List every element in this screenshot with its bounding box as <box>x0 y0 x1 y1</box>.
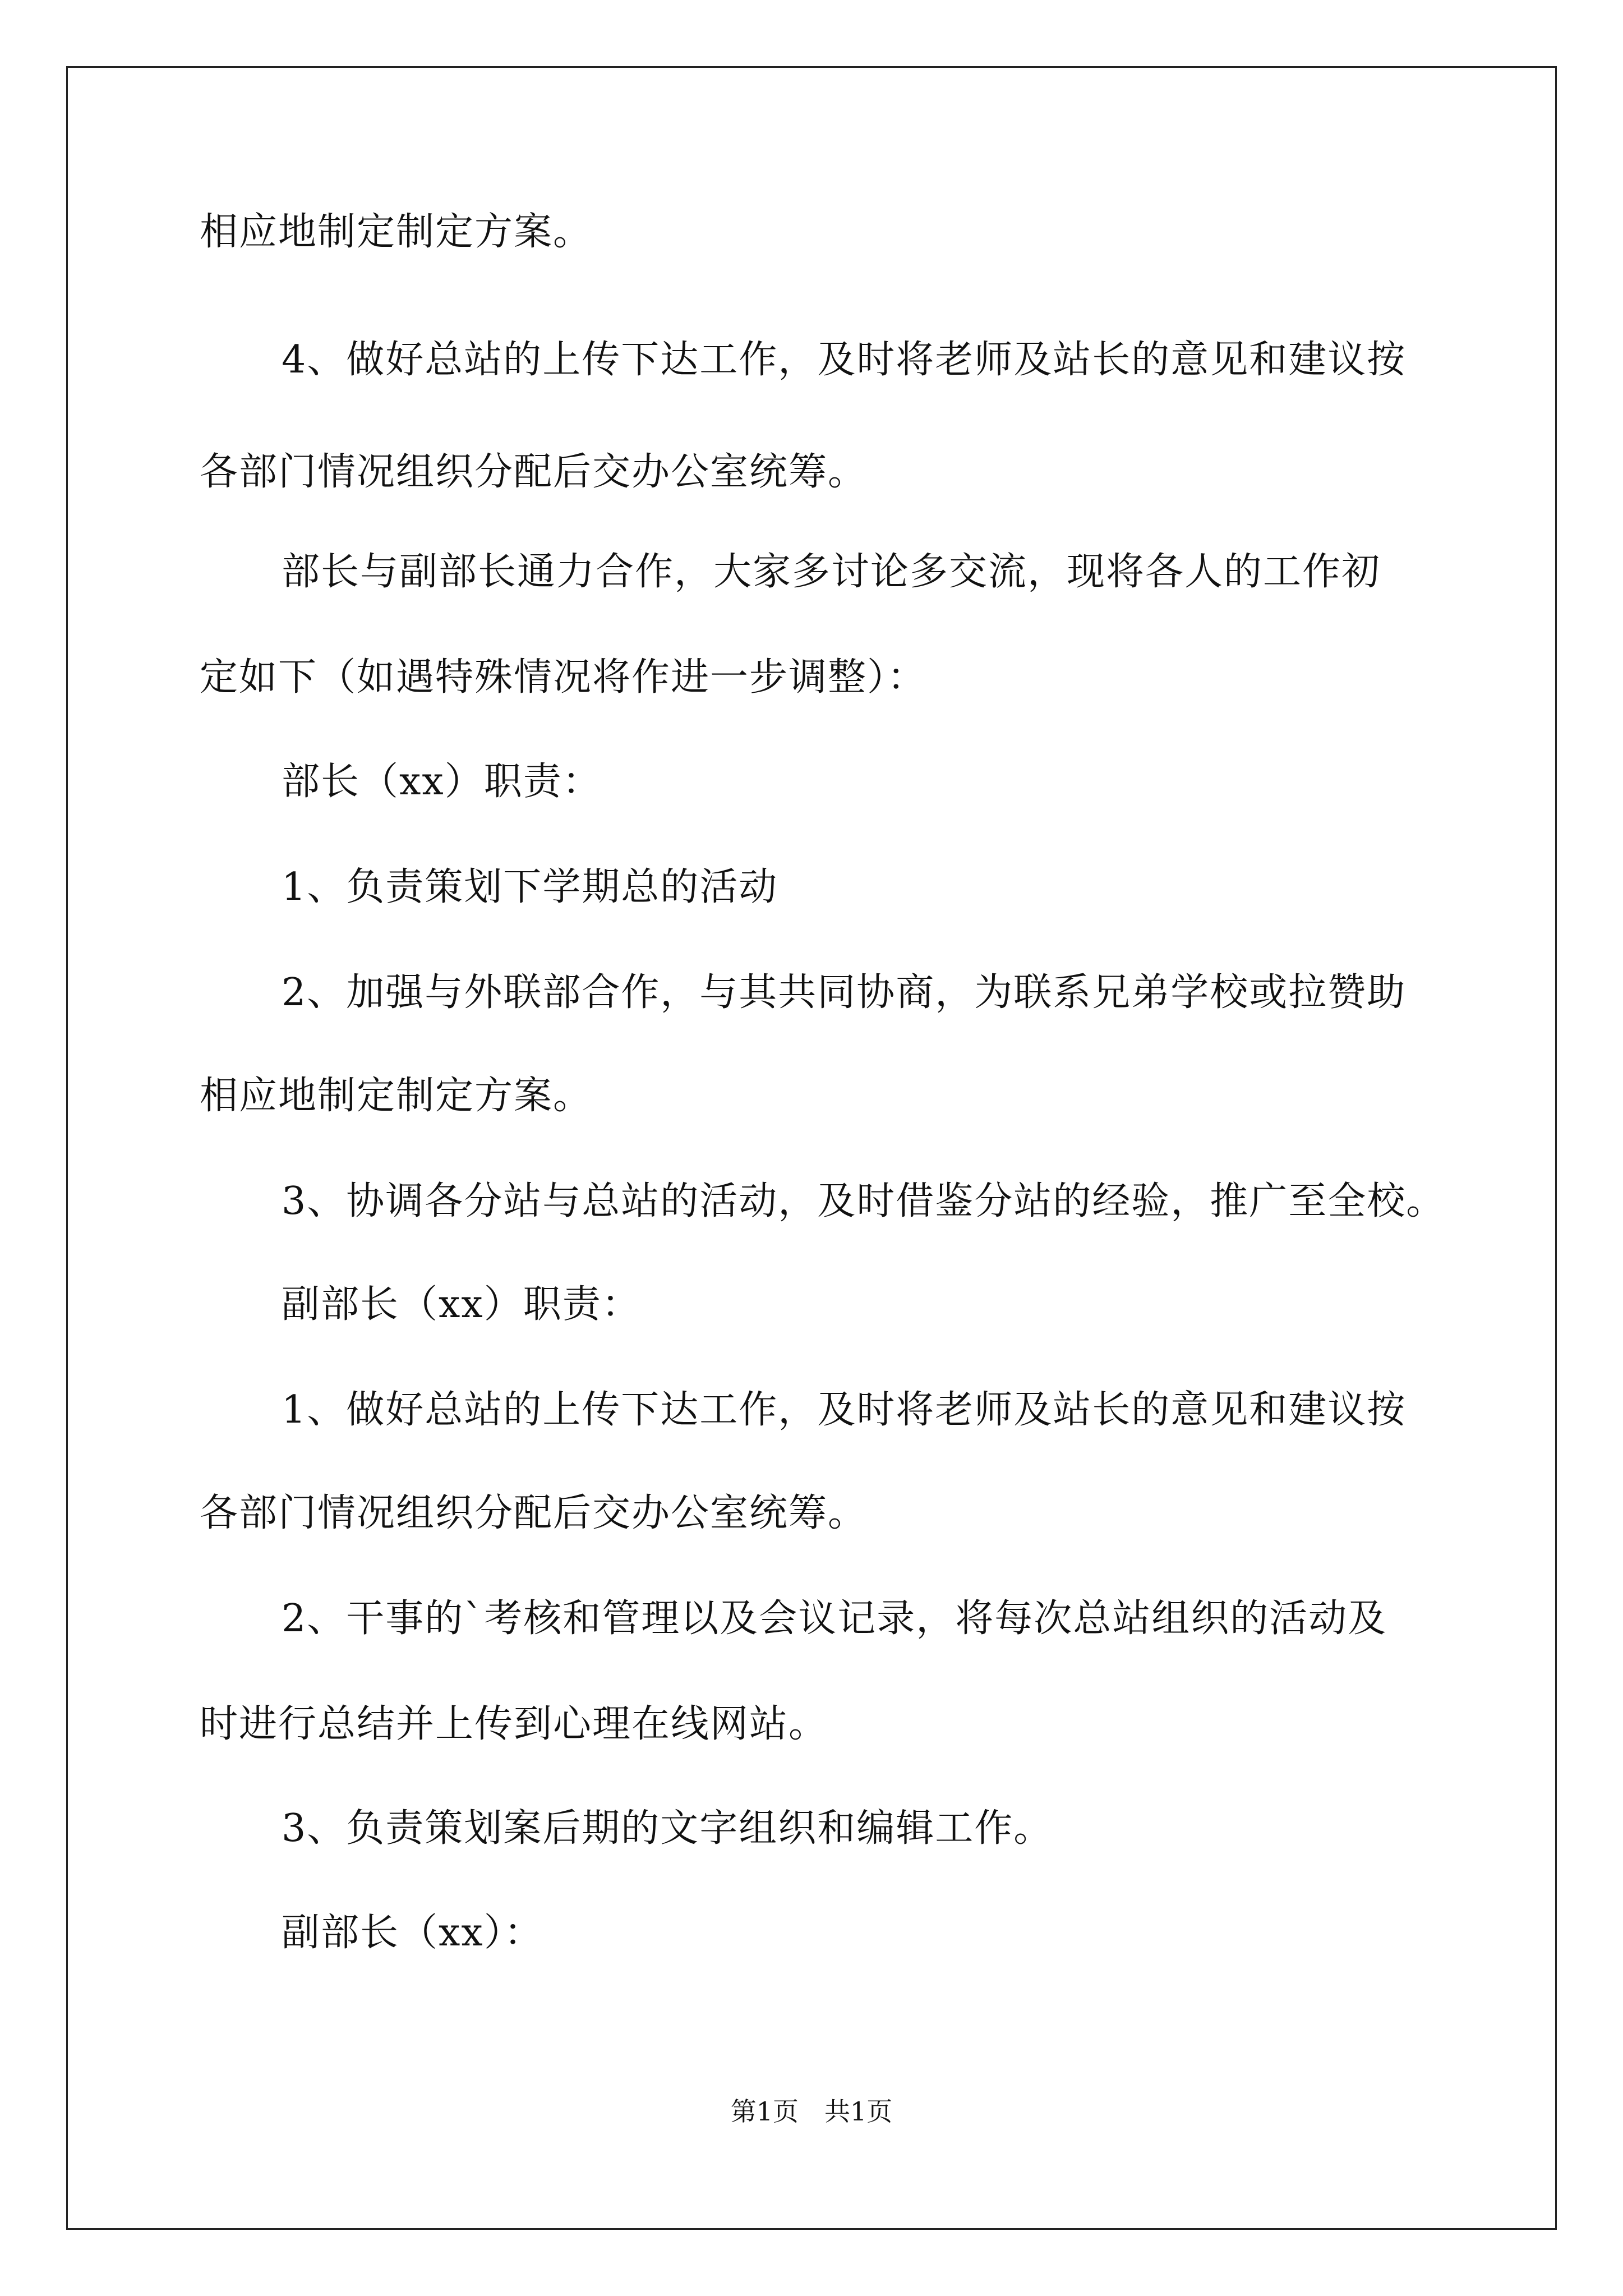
text-line: 4、做好总站的上传下达工作，及时将老师及站长的意见和建议按 <box>282 338 1407 382</box>
text-line: 时进行总结并上传到心理在线网站。 <box>200 1702 828 1746</box>
text-line: 各部门情况组织分配后交办公室统筹。 <box>200 1491 868 1535</box>
text-line: 3、协调各分站与总站的活动，及时借鉴分站的经验，推广至全校。 <box>282 1179 1446 1223</box>
text-line: 2、干事的`考核和管理以及会议记录，将每次总站组织的活动及 <box>282 1596 1387 1641</box>
text-line: 副部长（xx）职责： <box>282 1282 641 1327</box>
text-line: 2、加强与外联部合作，与其共同协商，为联系兄弟学校或拉赞助 <box>282 970 1407 1015</box>
text-line: 定如下（如遇特殊情况将作进一步调整）： <box>200 655 927 700</box>
page-footer: 第1页 共1页 <box>730 2096 893 2127</box>
text-line: 1、负责策划下学期总的活动 <box>282 865 778 909</box>
text-line: 部长与副部长通力合作，大家多讨论多交流，现将各人的工作初 <box>282 550 1381 594</box>
text-line: 相应地制定制定方案。 <box>200 1074 593 1118</box>
text-line: 部长（xx）职责： <box>282 760 602 804</box>
page-border <box>66 66 1557 2230</box>
text-line: 相应地制定制定方案。 <box>200 210 593 254</box>
text-line: 副部长（xx）： <box>282 1911 543 1955</box>
text-line: 3、负责策划案后期的文字组织和编辑工作。 <box>282 1806 1053 1851</box>
text-line: 各部门情况组织分配后交办公室统筹。 <box>200 450 868 494</box>
text-line: 1、做好总站的上传下达工作，及时将老师及站长的意见和建议按 <box>282 1388 1407 1432</box>
